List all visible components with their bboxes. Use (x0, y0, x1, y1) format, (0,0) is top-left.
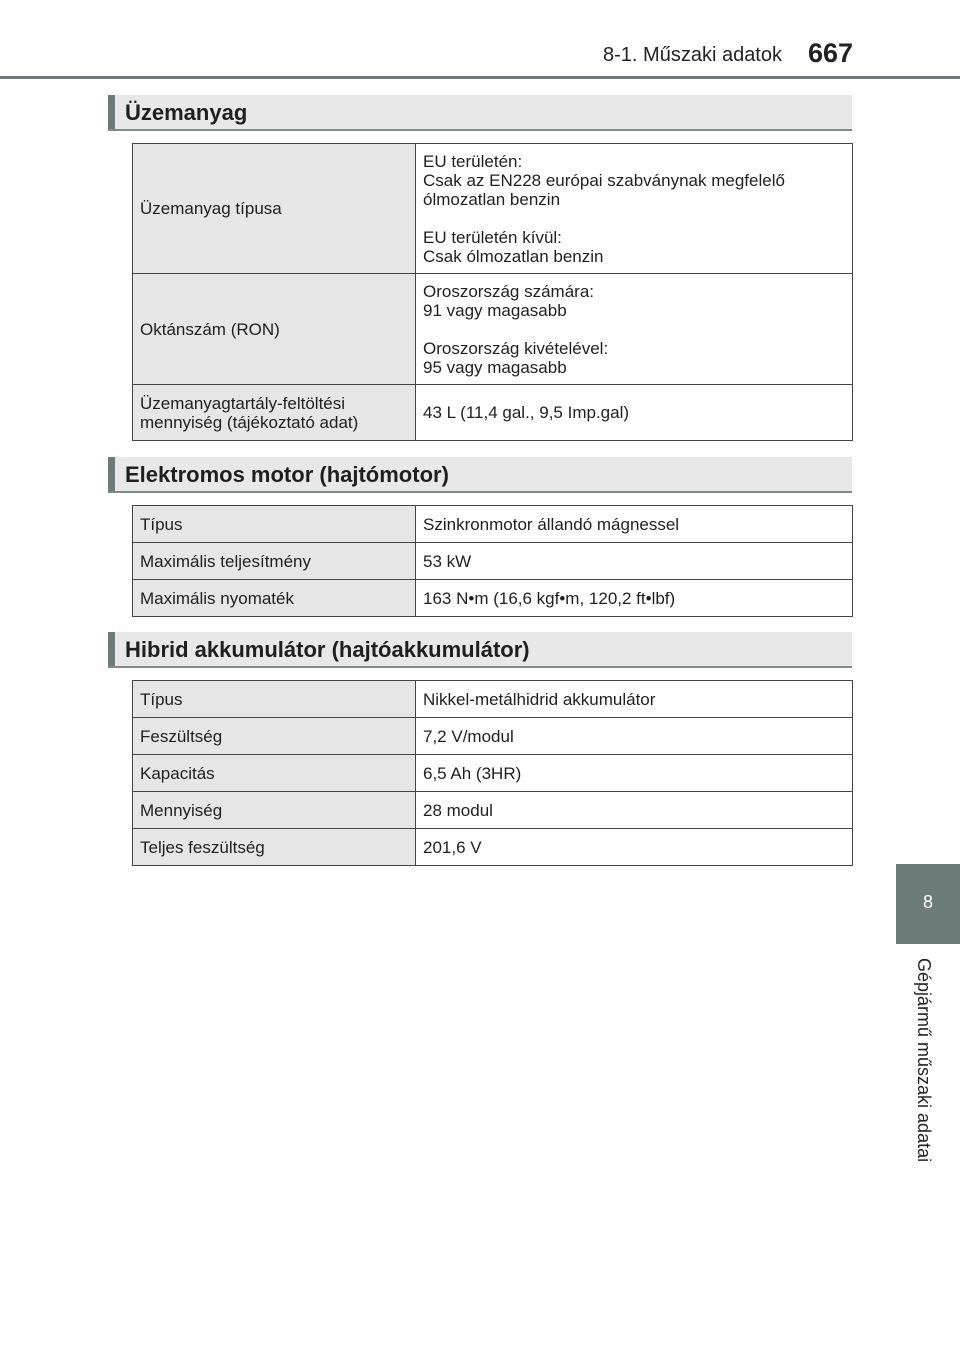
spec-key: Feszültség (133, 718, 416, 755)
spec-value: 43 L (11,4 gal., 9,5 Imp.gal) (416, 385, 853, 441)
table-row (133, 718, 853, 755)
spec-value: 53 kW (416, 543, 853, 580)
spec-value: 28 modul (416, 792, 853, 829)
table-row (133, 681, 853, 718)
value-line: ólmozatlan benzin (423, 189, 561, 209)
value-line: 95 vagy magasabb (423, 357, 567, 377)
table-row (133, 385, 853, 441)
spec-key (133, 385, 416, 441)
value-line: 91 vagy magasabb (423, 300, 567, 320)
spec-value: 201,6 V (416, 829, 853, 866)
chapter-number: 8 (922, 892, 933, 912)
section-heading-text: Hibrid akkumulátor (hajtóakkumulátor) (125, 637, 530, 662)
header-divider (0, 76, 960, 79)
page-number: 667 (808, 38, 854, 68)
key-line: Üzemanyagtartály-feltöltési (140, 393, 346, 413)
spec-value: Nikkel-metálhidrid akkumulátor (416, 681, 853, 718)
section-heading-text: Üzemanyag (125, 100, 248, 125)
chapter-tab[interactable] (896, 864, 960, 944)
value-line: EU területén kívül: (423, 227, 562, 247)
table-row (133, 580, 853, 617)
table-row (133, 144, 853, 274)
spec-value (416, 144, 853, 274)
table-row (133, 274, 853, 385)
spec-value: 6,5 Ah (3HR) (416, 755, 853, 792)
spec-key: Oktánszám (RON) (133, 274, 416, 385)
spec-value: 7,2 V/modul (416, 718, 853, 755)
table-row (133, 755, 853, 792)
key-line: mennyiség (tájékoztató adat) (140, 412, 359, 432)
spec-key: Kapacitás (133, 755, 416, 792)
table-row (133, 506, 853, 543)
spec-key: Típus (133, 506, 416, 543)
table-row (133, 829, 853, 866)
section-heading-text: Elektromos motor (hajtómotor) (125, 462, 449, 487)
spec-key: Maximális nyomaték (133, 580, 416, 617)
spec-key: Teljes feszültség (133, 829, 416, 866)
spec-key: Maximális teljesítmény (133, 543, 416, 580)
section-heading-motor (108, 457, 852, 493)
value-line: EU területén: (423, 151, 523, 171)
value-line: Csak az EN228 európai szabványnak megfelelő (423, 170, 785, 190)
spec-key: Mennyiség (133, 792, 416, 829)
spec-value (416, 274, 853, 385)
table-row (133, 792, 853, 829)
spec-key: Üzemanyag típusa (133, 144, 416, 274)
value-line: Oroszország számára: (423, 281, 594, 301)
value-line: Oroszország kivételével: (423, 338, 609, 358)
spec-key: Típus (133, 681, 416, 718)
spec-value: 163 N•m (16,6 kgf•m, 120,2 ft•lbf) (416, 580, 853, 617)
section-heading-fuel (108, 95, 852, 131)
battery-spec-table (132, 680, 853, 866)
table-row (133, 543, 853, 580)
fuel-spec-table (132, 143, 853, 441)
motor-spec-table (132, 505, 853, 617)
value-line: Csak ólmozatlan benzin (423, 246, 604, 266)
spec-value: Szinkronmotor állandó mágnessel (416, 506, 853, 543)
chapter-label: Gépjármű műszaki adatai (914, 958, 934, 1163)
section-title: 8-1. Műszaki adatok (603, 44, 782, 66)
section-heading-battery (108, 632, 852, 668)
